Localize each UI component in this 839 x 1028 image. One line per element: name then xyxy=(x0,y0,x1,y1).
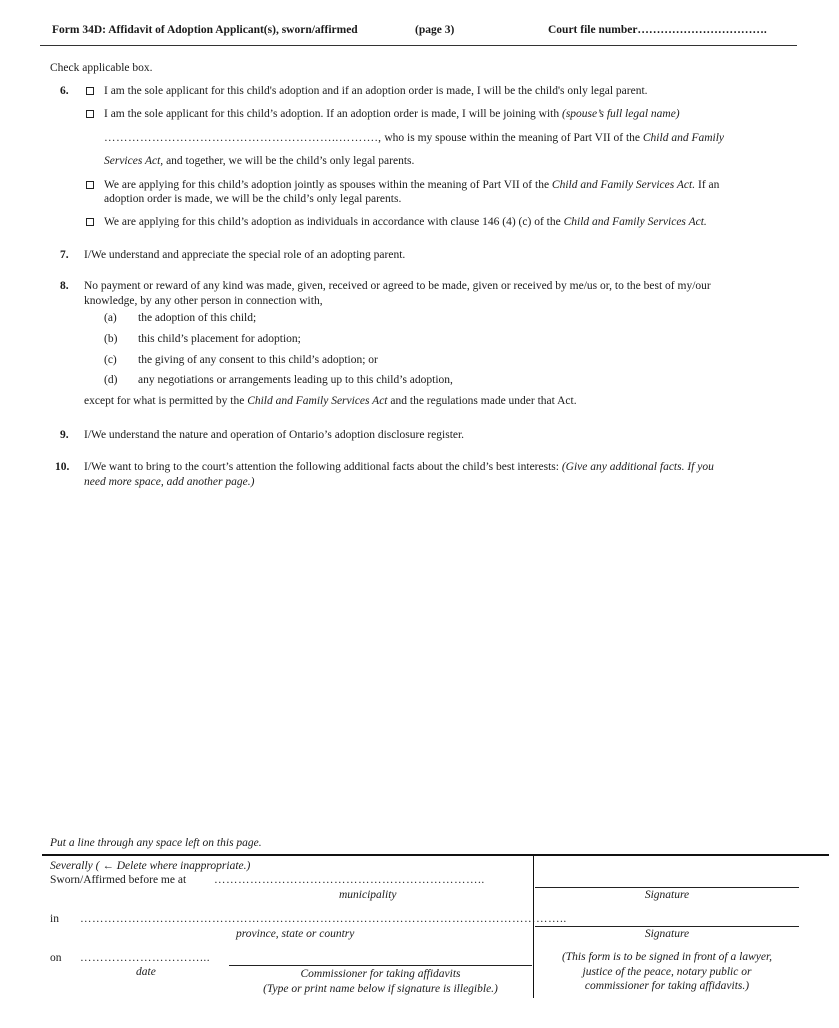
item-8-sub-c-text: the giving of any consent to this child’s adoption; or xyxy=(138,354,378,366)
item-8-number: 8. xyxy=(60,280,69,292)
municipality-caption: municipality xyxy=(339,889,397,901)
header-rule xyxy=(40,45,797,46)
item-9-number: 9. xyxy=(60,429,69,441)
checkbox-individuals[interactable] xyxy=(86,218,94,226)
item-8-sub-a-label: (a) xyxy=(104,312,117,324)
in-label: in xyxy=(50,913,59,925)
item-8-line-2: knowledge, by any other person in connection with, xyxy=(84,295,323,307)
item-6-option-4-text: We are applying for this child’s adoption as individuals in accordance with clause 146 (4) (c) of the xyxy=(104,216,561,228)
item-6-option-2-line-2 xyxy=(104,132,724,144)
additional-facts-area[interactable] xyxy=(84,495,784,825)
date-caption: date xyxy=(136,966,156,978)
item-6-act-name-2: Services Act, xyxy=(104,155,164,167)
item-6-option-3-text-b: If an xyxy=(698,179,720,191)
item-10-hint: (Give any additional facts. If you xyxy=(561,461,714,473)
item-6-number: 6. xyxy=(60,85,69,97)
item-6-option-2-hint: (spouse’s full legal name) xyxy=(561,108,680,120)
item-8-sub-b-text: this child’s placement for adoption; xyxy=(138,333,301,345)
item-8-line-1: No payment or reward of any kind was made, given, received or agreed to be made, given or received by me/us or, to the best of my/our xyxy=(84,280,711,292)
item-6-option-2-line-3 xyxy=(104,155,414,167)
sworn-label: Sworn/Affirmed before me at xyxy=(50,874,187,886)
signature-caption-2: Signature xyxy=(644,928,690,940)
item-10-text: I/We want to bring to the court’s attention the following additional facts about the child’s best interests: xyxy=(84,461,559,473)
commissioner-caption: Commissioner for taking affidavits xyxy=(300,968,461,980)
item-9-text: I/We understand the nature and operation of Ontario’s adoption disclosure register. xyxy=(84,429,465,441)
item-7-text: I/We understand and appreciate the special role of an adopting parent. xyxy=(84,249,406,261)
signing-note-line-1: (This form is to be signed in front of a lawyer, xyxy=(561,951,773,963)
item-6-option-3-line-1 xyxy=(104,179,719,191)
item-6-option-4 xyxy=(104,216,707,228)
municipality-field[interactable]: ………………………………………………………….. xyxy=(214,874,485,886)
item-8-sub-b-label: (b) xyxy=(104,333,118,345)
item-6-option-2-text-3: and together, we will be the child’s only legal parents. xyxy=(166,155,415,167)
commissioner-note: (Type or print name below if signature is illegible.) xyxy=(263,983,498,995)
spouse-name-field[interactable]: …………………………………………………..………., xyxy=(104,132,382,144)
court-file-number: Court file number……………………………. xyxy=(548,24,767,36)
item-10-line-1 xyxy=(84,461,714,473)
severally-note xyxy=(50,860,250,872)
item-7-number: 7. xyxy=(60,249,69,261)
item-10-number: 10. xyxy=(55,461,70,473)
signing-note-line-3: commissioner for taking affidavits.) xyxy=(584,980,750,992)
item-8-sub-c-label: (c) xyxy=(104,354,117,366)
item-8-except-act: Child and Family Services Act xyxy=(247,395,388,407)
item-10-line-2: need more space, add another page.) xyxy=(84,476,255,488)
item-8-sub-d-label: (d) xyxy=(104,374,118,386)
item-6-option-4-act: Child and Family Services Act. xyxy=(563,216,707,228)
item-6-option-1: I am the sole applicant for this child's adoption and if an adoption order is made, I will be the child's only legal parent. xyxy=(104,85,648,97)
item-8-except xyxy=(84,395,577,407)
item-6-option-3-act: Child and Family Services Act. xyxy=(551,179,696,191)
checkbox-sole-applicant-joining-spouse[interactable] xyxy=(86,110,94,118)
signature-line-1[interactable] xyxy=(535,887,799,888)
item-6-option-3-text: We are applying for this child’s adoption jointly as spouses within the meaning of Part VII of the xyxy=(104,179,550,191)
checkbox-sole-applicant[interactable] xyxy=(86,87,94,95)
footer-top-rule xyxy=(42,854,829,856)
item-6-option-2-text-2: who is my spouse within the meaning of Part VII of the xyxy=(384,132,641,144)
province-field[interactable]: ………………………………………………………………………………………………………….. xyxy=(80,913,567,925)
on-label: on xyxy=(50,952,62,964)
item-6-option-3-line-2: adoption order is made, we will be the child’s only legal parents. xyxy=(104,193,402,205)
item-6-option-2-text: I am the sole applicant for this child’s adoption. If an adoption order is made, I will be joining with xyxy=(104,108,560,120)
item-6-act-name: Child and Family xyxy=(642,132,725,144)
severally-text: Severally ( ← Delete where inappropriate.) xyxy=(50,860,251,872)
signature-caption-1: Signature xyxy=(644,889,690,901)
form-title: Form 34D: Affidavit of Adoption Applicant(s), sworn/affirmed xyxy=(52,24,358,36)
signature-line-2[interactable] xyxy=(535,926,799,927)
signing-note-line-2: justice of the peace, notary public or xyxy=(582,966,752,978)
item-8-sub-d-text: any negotiations or arrangements leading up to this child’s adoption, xyxy=(138,374,453,386)
check-instruction: Check applicable box. xyxy=(50,62,153,74)
page-number: (page 3) xyxy=(415,24,455,36)
province-caption: province, state or country xyxy=(236,928,355,940)
commissioner-signature-line[interactable] xyxy=(229,965,532,966)
checkbox-joint-spouses[interactable] xyxy=(86,181,94,189)
item-8-except-text-2: and the regulations made under that Act. xyxy=(390,395,577,407)
item-8-except-text: except for what is permitted by the xyxy=(84,395,245,407)
footer-divider xyxy=(533,855,534,998)
date-field[interactable]: …………………………... xyxy=(80,952,211,964)
item-6-option-2-line-1 xyxy=(104,108,680,120)
footer-instruction: Put a line through any space left on this page. xyxy=(50,837,262,849)
item-8-sub-a-text: the adoption of this child; xyxy=(138,312,257,324)
